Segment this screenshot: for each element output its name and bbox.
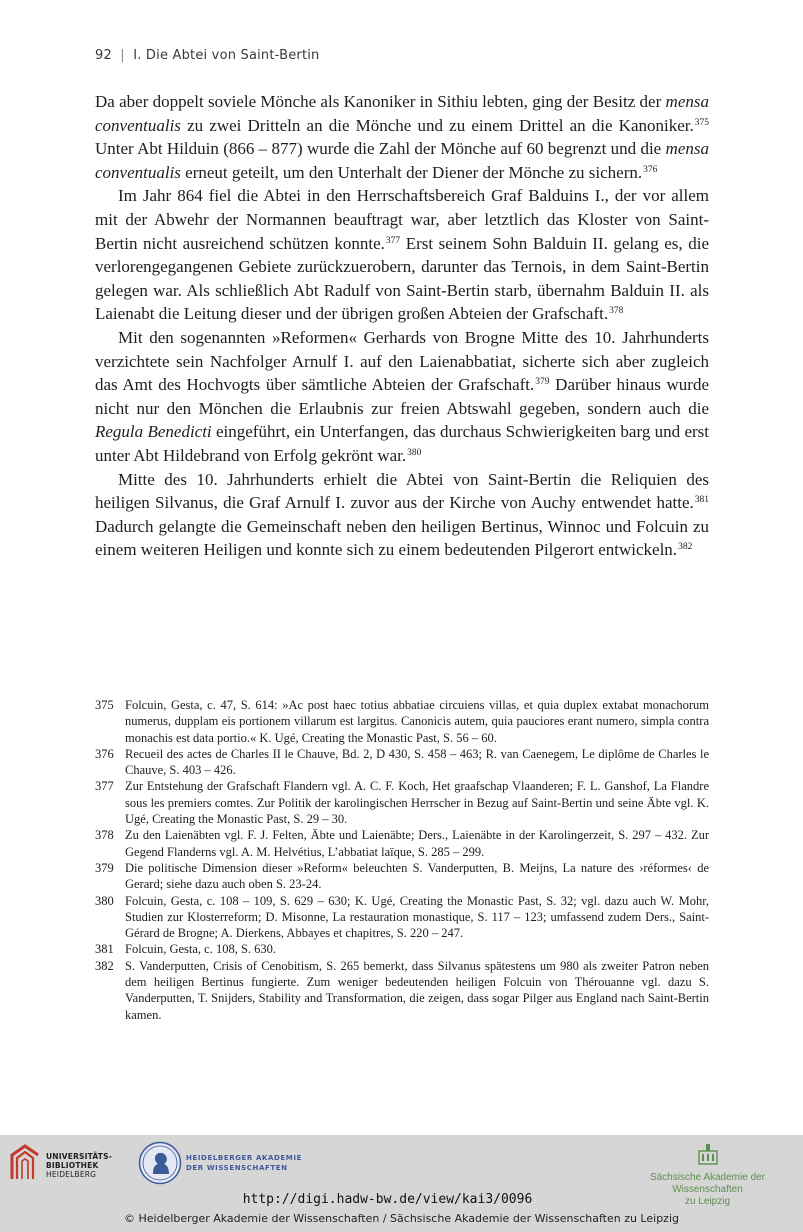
footnote-number: 378 bbox=[95, 828, 114, 843]
footnote-number: 380 bbox=[95, 893, 114, 908]
footnote-ref[interactable]: 381 bbox=[694, 495, 709, 506]
ub-logo-line: HEIDELBERG bbox=[46, 1170, 97, 1179]
footnote-text: Folcuin, Gesta, c. 108, S. 630. bbox=[125, 942, 277, 957]
ub-heidelberg-logo[interactable] bbox=[8, 1143, 112, 1181]
page-number: 92 bbox=[95, 48, 112, 63]
footnote bbox=[95, 893, 709, 942]
footnote-ref[interactable]: 379 bbox=[535, 377, 550, 388]
copyright-notice: © Heidelberger Akademie der Wissenschaften / Sächsische Akademie der Wissenschaften zu Leipzig bbox=[123, 1212, 679, 1225]
text-run: Dadurch gelangte die Gemeinschaft neben den heiligen Bertinus, Winnoc und Folcuin zu einem weiteren Heiligen und konnte sich zu einem bedeutenden Pilgerort entwickeln. bbox=[95, 516, 709, 560]
hadw-logo-text bbox=[186, 1153, 302, 1173]
permalink-url[interactable]: http://digi.hadw-bw.de/view/kai3/0096 bbox=[242, 1192, 533, 1207]
text-run: Mit den sogenannten »Reformen« Gerhards von Brogne Mitte des 10. Jahrhunderts verzichtete sein Nachfolger Arnulf I. auf den Laienabbatiat, sicherte sich aber zugleich das Amt des Hochvogts über sämtliche Abteien der Grafschaft. bbox=[95, 327, 709, 395]
paragraph-3 bbox=[95, 326, 709, 468]
footnote-ref[interactable]: 378 bbox=[609, 306, 624, 317]
italic-term: mensa conventualis bbox=[95, 139, 709, 182]
hadw-logo[interactable] bbox=[138, 1141, 302, 1185]
footnotes bbox=[95, 697, 709, 1023]
footnote-text: Folcuin, Gesta, c. 108 – 109, S. 629 – 630; K. Ugé, Creating the Monastic Past, S. 32; vgl. dazu auch W. Mohr, Studien zur Klosterreform; D. Misonne, La restauration monastique, S. 117 – 123; umfassend zudem Ders., Saint-Gérard de Brogne; A. Dierkens, Abbayes et chapitres, S. 220 – 247. bbox=[125, 893, 709, 941]
text-run: zu zwei Dritteln an die Mönche und zu einem Drittel an die Kanoniker. bbox=[180, 115, 694, 135]
footnote-text: S. Vanderputten, Crisis of Cenobitism, S. 265 bemerkt, dass Silvanus spätestens um 980 als zweiter Patron neben dem heiligen Bertinus fungierte. Zum weniger bedeutenden heiligen Folcuin von Thérouanne vgl. dazu S. Vanderputten, T. Snijders, Stability and Transformation, die zeigen, dass sogar Pilger aus England nach Saint-Bertin kamen. bbox=[125, 958, 709, 1022]
footnote-ref[interactable]: 376 bbox=[643, 164, 658, 175]
text-run: erneut geteilt, um den Unterhalt der Diener der Mönche zu sichern. bbox=[180, 162, 643, 182]
paragraph-4 bbox=[95, 468, 709, 562]
footnote-number: 377 bbox=[95, 779, 114, 794]
footnote-ref[interactable]: 380 bbox=[407, 447, 422, 458]
footnote-number: 381 bbox=[95, 942, 114, 957]
saw-logo-line: Sächsische Akademie der Wissenschaften bbox=[649, 1172, 766, 1195]
footnote-text: Die politische Dimension dieser »Reform« beleuchten S. Vanderputten, B. Meijns, La nature des ›réformes‹ de Gerard; siehe dazu auch oben S. 23-24. bbox=[125, 860, 709, 892]
paragraph-1 bbox=[95, 90, 709, 184]
footnote-ref[interactable]: 382 bbox=[678, 542, 693, 553]
footnote-text: Recueil des actes de Charles II le Chauve, Bd. 2, D 430, S. 458 – 463; R. van Caenegem, Le diplôme de Charles le Chauve, S. 403 – 426. bbox=[125, 746, 709, 778]
text-run: Im Jahr 864 fiel die Abtei in den Herrschaftsbereich Graf Balduins I., der vor allem mit der Abwehr der Normannen beauftragt war, aber letztlich das Kloster von Saint-Bertin nicht ausreichend schützen konnte. bbox=[95, 186, 709, 253]
footnote bbox=[95, 860, 709, 893]
text-run: Mitte des 10. Jahrhunderts erhielt die Abtei von Saint-Bertin die Reliquien des heiligen Silvanus, die Graf Arnulf I. zuvor aus der Kirche von Auchy entwendet hatte. bbox=[95, 469, 709, 513]
ub-logo-line: BIBLIOTHEK bbox=[46, 1161, 99, 1170]
seal-portrait-icon bbox=[138, 1141, 182, 1185]
hadw-logo-line: HEIDELBERGER AKADEMIE bbox=[186, 1154, 302, 1162]
paragraph-2 bbox=[95, 184, 709, 326]
footnote-ref[interactable]: 377 bbox=[385, 235, 401, 246]
italic-term: mensa conventualis bbox=[95, 92, 709, 135]
footnote bbox=[95, 697, 709, 746]
footnote-number: 375 bbox=[95, 698, 114, 712]
header-separator: | bbox=[120, 48, 125, 63]
ub-logo-text bbox=[46, 1152, 112, 1179]
footnote-ref[interactable]: 375 bbox=[694, 117, 709, 128]
library-arch-icon bbox=[8, 1143, 42, 1181]
footnote bbox=[95, 958, 709, 1023]
footnote-number: 379 bbox=[95, 860, 114, 875]
footnote-number: 382 bbox=[95, 958, 114, 973]
text-run: Darüber hinaus wurde nicht nur den Mönchen die Erlaubnis zur freien Abtswahl gegeben, sondern auch die bbox=[95, 375, 709, 418]
building-icon bbox=[698, 1143, 718, 1165]
text-run: Unter Abt Hilduin (866 – 877) wurde die Zahl der Mönche auf 60 begrenzt und die bbox=[95, 139, 666, 159]
footnote bbox=[95, 827, 709, 860]
ub-logo-line: UNIVERSITÄTS- bbox=[46, 1152, 113, 1161]
italic-term: Regula Benedicti bbox=[95, 422, 212, 442]
footnote-number: 376 bbox=[95, 746, 114, 761]
footnote bbox=[95, 778, 709, 827]
text-run: Da aber doppelt soviele Mönche als Kanoniker in Sithiu lebten, ging der Besitz der bbox=[95, 92, 666, 111]
saw-logo-line: zu Leipzig bbox=[684, 1196, 731, 1207]
footnote-text: Zur Entstehung der Grafschaft Flandern vgl. A. C. F. Koch, Het graafschap Vlaanderen; F. L. Ganshof, La Flandre sous les premiers comtes. Zur Politik der karolingischen Herrscher in Bezug auf Saint-Bertin und seine Äbte vgl. K. Ugé, Creating the Monastic Past, S. 29 – 30. bbox=[125, 779, 709, 827]
main-text bbox=[95, 90, 709, 562]
footnote-text: Zu den Laienäbten vgl. F. J. Felten, Äbte und Laienäbte; Ders., Laienäbte in der Karolingerzeit, S. 297 – 432. Zur Gegend Flanderns vgl. A. M. Helvétius, L’abbatiat laïque, S. 285 – 299. bbox=[125, 828, 709, 859]
footnote-text: Folcuin, Gesta, c. 47, S. 614: »Ac post haec totius abbatiae circuiens villas, et quia duplex extabat monachorum numerus, dupplam eis portionem villarum est largitus. Canonicis autem, quia pauciores erant numero, simpla contra monachis est data portio.« K. Ugé, Creating the Monastic Past, S. 56 – 60. bbox=[125, 698, 709, 745]
hadw-logo-line: DER WISSENSCHAFTEN bbox=[186, 1164, 288, 1172]
footnote bbox=[95, 746, 709, 779]
footnote bbox=[95, 941, 709, 957]
text-run: Erst seinem Sohn Balduin II. gelang es, die verlorengegangenen Gebiete zurückzuerobern, darunter das Ternois, in dem Saint-Bertin gelegen war. Als schließlich Abt Radulf von Saint-Bertin starb, übernahm Balduin II. als Laienabt die Leitung dieser und der übrigen großen Abteien der Grafschaft. bbox=[95, 233, 709, 324]
text-run: eingeführt, ein Unterfangen, das durchaus Schwierigkeiten barg und erst unter Abt Hildebrand von Erfolg gekrönt war. bbox=[95, 422, 709, 465]
running-head bbox=[95, 48, 320, 63]
section-title: I. Die Abtei von Saint-Bertin bbox=[133, 48, 320, 63]
